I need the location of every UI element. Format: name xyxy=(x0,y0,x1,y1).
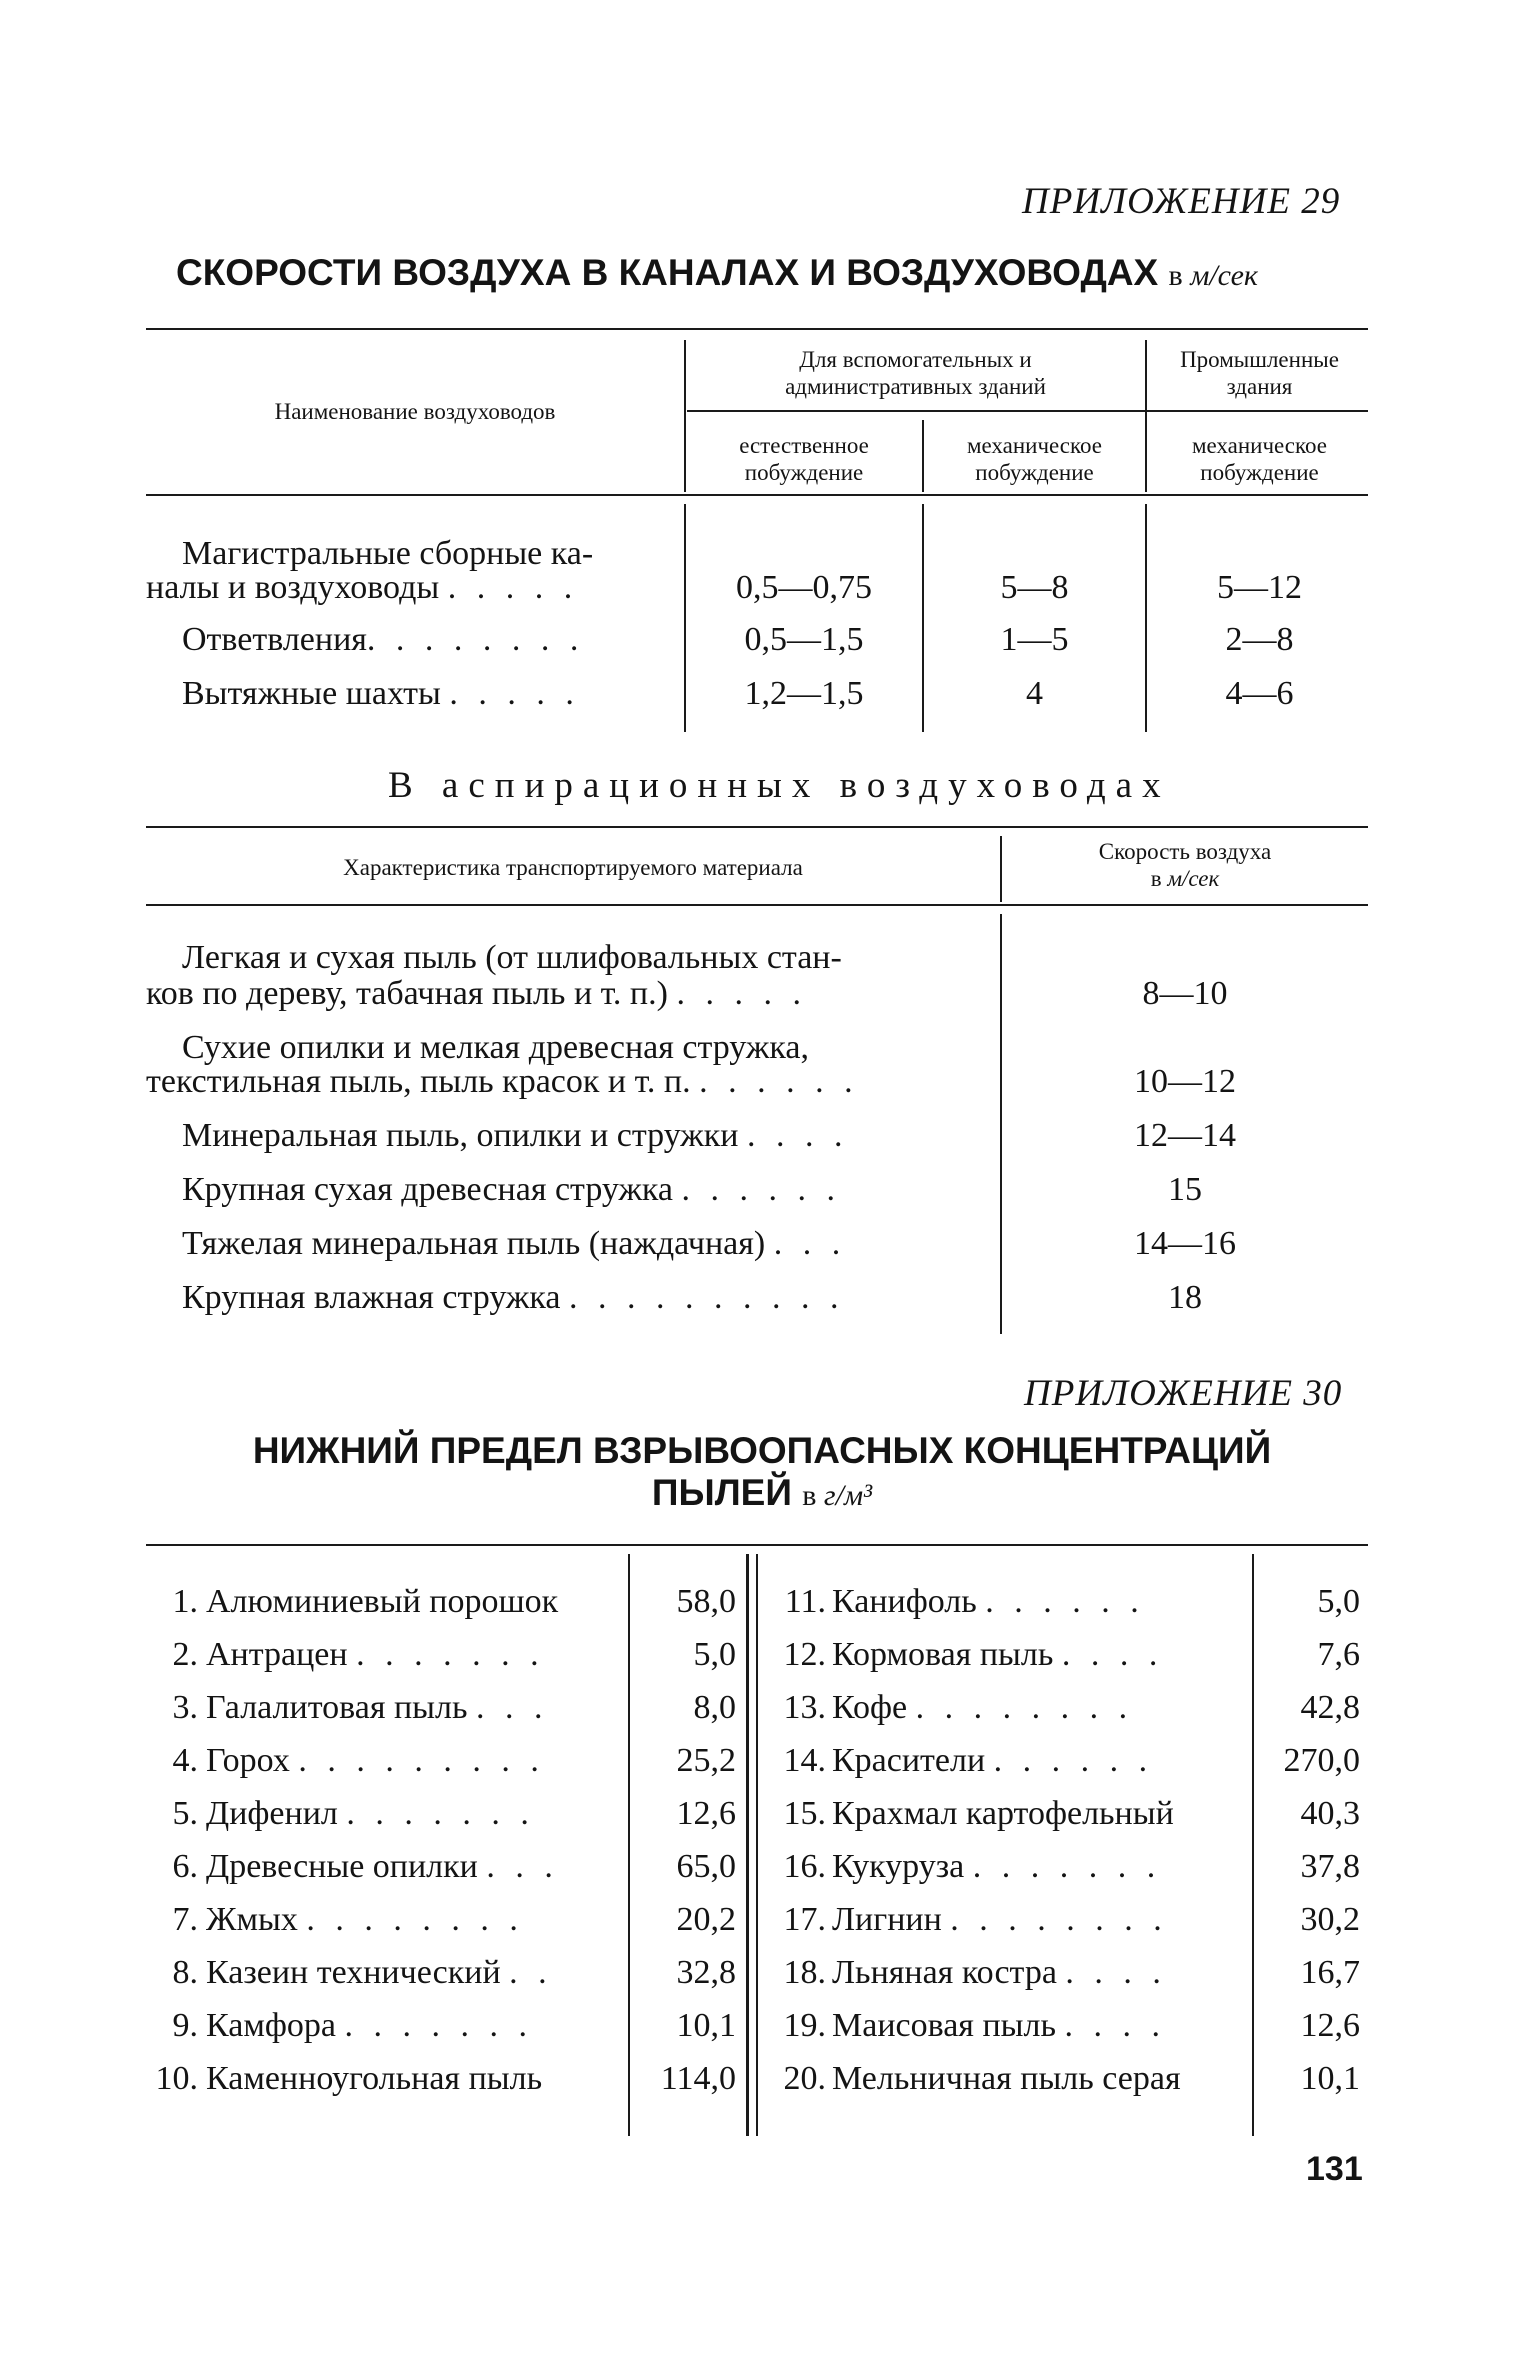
table3-right-row-number: 11. xyxy=(784,1583,826,1620)
table3-right-row-number: 16. xyxy=(783,1848,826,1885)
table3-divider-middle-b xyxy=(756,1554,758,2136)
table1-row-1-name-cont: налы и воздуховоды . . . . . xyxy=(146,569,579,606)
table3-right-row-value: 12,6 xyxy=(1300,2007,1360,2044)
table2-header-bottom-rule xyxy=(146,904,1368,906)
table3-left-row-value: 65,0 xyxy=(676,1848,736,1885)
table3-right-row-name: Канифоль . . . . . . xyxy=(832,1583,1145,1620)
table3-left-row-name: Древесные опилки . . . xyxy=(206,1848,559,1885)
table2-row-2-line1: Сухие опилки и мелкая древесная стружка, xyxy=(182,1029,809,1066)
table2-row-2-value: 10—12 xyxy=(1134,1063,1236,1100)
table1-row-3-natural: 1,2—1,5 xyxy=(744,675,864,712)
table3-left-row-number: 2. xyxy=(172,1636,198,1673)
table3-left-row-name: Горох . . . . . . . . . xyxy=(206,1742,545,1779)
table1-row-1-name: Магистральные сборные ка- xyxy=(182,535,594,572)
table1-subheader-mech: механическое побуждение xyxy=(966,433,1103,485)
appendix-30-label: ПРИЛОЖЕНИЕ 30 xyxy=(1024,1373,1343,1414)
table3-left-row-number: 7. xyxy=(172,1901,198,1938)
table3-right-row-name: Красители . . . . . . xyxy=(832,1742,1154,1779)
table1-row-2-mech: 1—5 xyxy=(1000,621,1069,658)
table1-subheader-natural: естественное побуждение xyxy=(739,433,869,485)
table3-right-row-name: Кофе . . . . . . . . xyxy=(832,1689,1134,1726)
table3-left-row-number: 1. xyxy=(172,1583,198,1620)
table3-right-row-number: 12. xyxy=(783,1636,826,1673)
table3-left-row-name: Каменноугольная пыль xyxy=(206,2060,543,2097)
table3-right-row-name: Лигнин . . . . . . . . xyxy=(832,1901,1168,1938)
table3-left-row-number: 3. xyxy=(172,1689,198,1726)
table3-right-row-name: Крахмал картофельный xyxy=(832,1795,1174,1832)
table3-left-row-value: 8,0 xyxy=(693,1689,736,1726)
appendix-29-title xyxy=(176,252,1258,294)
table1-row-3-name: Вытяжные шахты . . . . . xyxy=(182,675,580,712)
table3-divider-right-values xyxy=(1252,1554,1254,2136)
table3-left-row-number: 6. xyxy=(172,1848,198,1885)
table1-row-3-industrial: 4—6 xyxy=(1225,675,1294,712)
table3-left-row-number: 8. xyxy=(172,1954,198,1991)
table2-row-1-value: 8—10 xyxy=(1142,975,1228,1012)
table3-left-row-value: 20,2 xyxy=(676,1901,736,1938)
table2-row-6: Крупная влажная стружка . . . . . . . . . . xyxy=(182,1279,845,1316)
table2-row-3: Минеральная пыль, опилки и стружки . . . . xyxy=(182,1117,849,1154)
table3-right-row-number: 14. xyxy=(783,1742,826,1779)
table1-header-bottom-rule xyxy=(146,494,1368,496)
table3-right-row-number: 19. xyxy=(783,2007,826,2044)
table3-right-row-value: 37,8 xyxy=(1300,1848,1360,1885)
table1-header-name: Наименование воздуховодов xyxy=(274,399,556,424)
table3-left-row-name: Дифенил . . . . . . . xyxy=(206,1795,535,1832)
table2-header-material: Характеристика транспортируемого материала xyxy=(343,855,803,880)
table3-right-row-name: Мельничная пыль серая xyxy=(832,2060,1181,2097)
table1-row-1-natural: 0,5—0,75 xyxy=(736,569,872,606)
table3-right-row-number: 15. xyxy=(783,1795,826,1832)
table3-right-row-value: 30,2 xyxy=(1300,1901,1360,1938)
table1-header-group1: Для вспомогательных и административных зданий xyxy=(785,347,1046,399)
table3-left-row-name: Антрацен . . . . . . . xyxy=(206,1636,545,1673)
table3-left-row-number: 9. xyxy=(172,2007,198,2044)
table3-left-row-value: 114,0 xyxy=(660,2060,736,2097)
title-unit: в м/сек xyxy=(1168,259,1258,292)
table3-right-row-number: 18. xyxy=(783,1954,826,1991)
table1-header-mid-rule xyxy=(687,410,1368,412)
appendix-30-title-line1: НИЖНИЙ ПРЕДЕЛ ВЗРЫВООПАСНЫХ КОНЦЕНТРАЦИЙ xyxy=(252,1430,1272,1471)
table3-top-rule xyxy=(146,1544,1368,1546)
table1-top-rule xyxy=(146,328,1368,330)
table1-row-2-natural: 0,5—1,5 xyxy=(744,621,864,658)
table1-row-2-name: Ответвления. . . . . . . . xyxy=(182,621,585,658)
table1-subheader-mech-industrial: механическое побуждение xyxy=(1191,433,1328,485)
table2-row-4-value: 15 xyxy=(1168,1171,1202,1208)
table1-row-1-mech: 5—8 xyxy=(1000,569,1069,606)
table2-row-1-line2: ков по дереву, табачная пыль и т. п.) . . . . . xyxy=(146,975,807,1012)
table2-row-6-value: 18 xyxy=(1168,1279,1202,1316)
table3-left-row-value: 12,6 xyxy=(676,1795,736,1832)
table2-row-2-line2: текстильная пыль, пыль красок и т. п. . . . . . . xyxy=(146,1063,859,1100)
table3-left-row-value: 32,8 xyxy=(676,1954,736,1991)
table3-left-row-number: 5. xyxy=(172,1795,198,1832)
table3-left-row-name: Казеин технический . . xyxy=(206,1954,553,1991)
appendix-29-label: ПРИЛОЖЕНИЕ 29 xyxy=(1022,181,1341,222)
table3-left-row-value: 58,0 xyxy=(676,1583,736,1620)
table3-left-row-name: Алюминиевый порошок xyxy=(206,1583,559,1620)
table3-left-row-name: Галалитовая пыль . . . xyxy=(206,1689,549,1726)
table3-left-row-number: 10. xyxy=(155,2060,198,2097)
table1-row-2-industrial: 2—8 xyxy=(1225,621,1294,658)
table1-row-1-industrial: 5—12 xyxy=(1217,569,1302,606)
table2-row-5: Тяжелая минеральная пыль (наждачная) . . . xyxy=(182,1225,847,1262)
table2-row-4: Крупная сухая древесная стружка . . . . . . xyxy=(182,1171,842,1208)
table3-right-row-name: Льняная костра . . . . xyxy=(832,1954,1167,1991)
table3-divider-middle-a xyxy=(746,1554,749,2136)
table1-header-group2: Промышленные здания xyxy=(1180,347,1339,399)
table3-divider-left-values xyxy=(628,1554,630,2136)
table3-right-row-value: 7,6 xyxy=(1317,1636,1360,1673)
table3-right-row-value: 10,1 xyxy=(1300,2060,1360,2097)
table3-right-row-value: 42,8 xyxy=(1300,1689,1360,1726)
table3-right-row-value: 16,7 xyxy=(1300,1954,1360,1991)
table3-left-row-name: Жмых . . . . . . . . xyxy=(206,1901,524,1938)
table3-right-row-value: 5,0 xyxy=(1317,1583,1360,1620)
table3-right-row-value: 40,3 xyxy=(1300,1795,1360,1832)
table3-left-row-name: Камфора . . . . . . . xyxy=(206,2007,533,2044)
table2-top-rule xyxy=(146,826,1368,828)
table3-right-row-number: 17. xyxy=(783,1901,826,1938)
page-number: 131 xyxy=(1306,2150,1363,2188)
table1-row-3-mech: 4 xyxy=(1026,675,1043,712)
table3-left-row-value: 10,1 xyxy=(676,2007,736,2044)
table3-right-row-name: Маисовая пыль . . . . xyxy=(832,2007,1166,2044)
table2-row-1-line1: Легкая и сухая пыль (от шлифовальных стан- xyxy=(182,939,842,976)
table3-left-row-value: 25,2 xyxy=(676,1742,736,1779)
table2-header-speed: Скорость воздуха в м/сек xyxy=(1098,839,1272,891)
table3-left-row-value: 5,0 xyxy=(693,1636,736,1673)
appendix-30-title-line2: ПЫЛЕЙ в г/м³ xyxy=(651,1472,873,1513)
title-text: СКОРОСТИ ВОЗДУХА В КАНАЛАХ И ВОЗДУХОВОДАХ xyxy=(176,252,1159,293)
table3-right-row-name: Кормовая пыль . . . . xyxy=(832,1636,1164,1673)
table3-left-row-number: 4. xyxy=(172,1742,198,1779)
table3-right-row-name: Кукуруза . . . . . . . xyxy=(832,1848,1162,1885)
table2-row-3-value: 12—14 xyxy=(1134,1117,1236,1154)
table3-right-row-value: 270,0 xyxy=(1283,1742,1360,1779)
aspiration-subtitle: В аспирационных воздуховодах xyxy=(388,765,1171,806)
table3-right-row-number: 13. xyxy=(783,1689,826,1726)
table3-right-row-number: 20. xyxy=(783,2060,826,2097)
table2-row-5-value: 14—16 xyxy=(1134,1225,1236,1262)
